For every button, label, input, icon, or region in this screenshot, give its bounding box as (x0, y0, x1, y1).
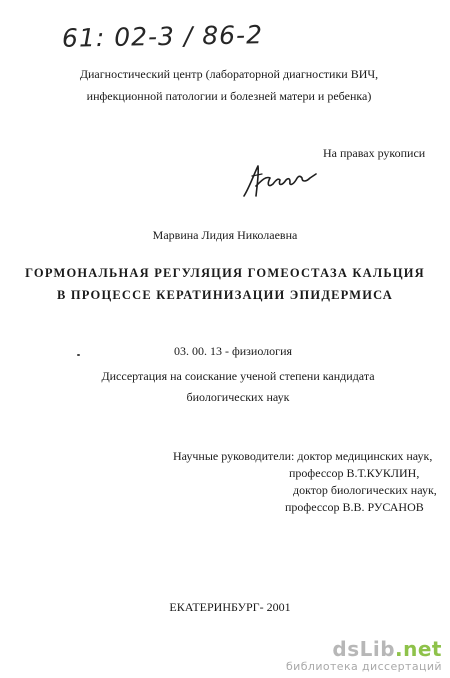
advisor-2-degree: доктор биологических наук, (293, 483, 437, 497)
dissertation-title (0, 262, 450, 306)
advisors-label: Научные руководители: (173, 449, 295, 463)
advisor-1-name: профессор В.Т.КУКЛИН, (289, 466, 420, 480)
advisors-row-1 (173, 448, 437, 465)
city-year: ЕКАТЕРИНБУРГ- 2001 (169, 600, 291, 614)
advisor-1-degree: доктор медицинских наук, (297, 449, 433, 463)
degree-line-2: биологических наук (186, 390, 290, 404)
title-line-1: ГОРМОНАЛЬНАЯ РЕГУЛЯЦИЯ ГОМЕОСТАЗА КАЛЬЦИЯ (25, 266, 425, 280)
degree-statement (0, 366, 450, 408)
advisor-2-name: профессор В.В. РУСАНОВ (285, 500, 424, 514)
institution-name (0, 66, 450, 105)
institution-line-1: Диагностический центр (лабораторной диагностики ВИЧ, (79, 67, 379, 81)
institution-line-2: инфекционной патологии и болезней матери и ребенка) (86, 89, 372, 103)
scientific-advisors (173, 448, 437, 516)
degree-line-1: Диссертация на соискание ученой степени кандидата (101, 369, 375, 383)
handwritten-archive-code: 61: 02-3 / 86-2 (61, 20, 264, 53)
author-name: Марвина Лидия Николаевна (152, 228, 298, 242)
watermark-brand (286, 638, 442, 660)
watermark-brand-tld: .net (395, 637, 442, 661)
title-line-2: В ПРОЦЕССЕ КЕРАТИНИЗАЦИИ ЭПИДЕРМИСА (56, 288, 394, 302)
watermark-brand-main: dsLib (332, 637, 396, 661)
specialty-code: 03. 00. 13 - физиология (173, 344, 293, 358)
dslib-watermark (286, 638, 442, 674)
rights-note: На правах рукописи (323, 146, 426, 160)
handwritten-signature (240, 156, 318, 200)
watermark-subtitle: библиотека диссертаций (285, 660, 442, 673)
